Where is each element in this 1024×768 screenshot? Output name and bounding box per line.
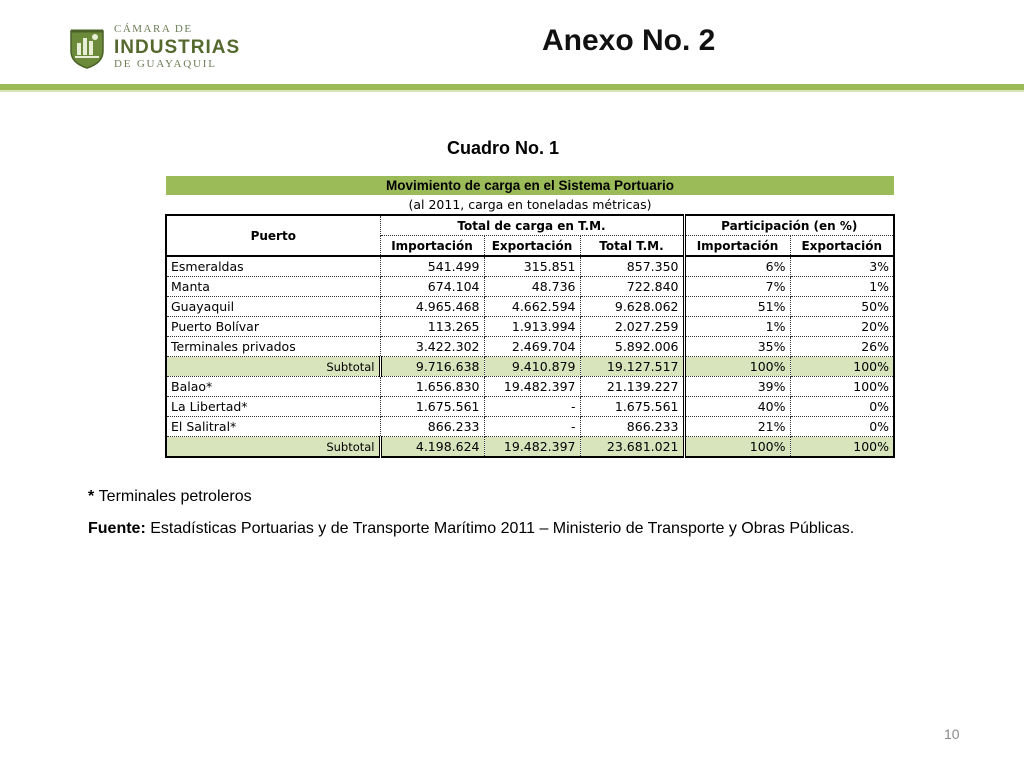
fuente-text: Estadísticas Portuarias y de Transporte Marítimo 2011 – Ministerio de Transporte y Obras Públicas. xyxy=(145,520,855,537)
cell-puerto: Manta xyxy=(166,277,380,297)
cell-p_exp: 0% xyxy=(790,417,894,437)
cell-total: 722.840 xyxy=(580,277,684,297)
cell-p_imp: 51% xyxy=(684,297,790,317)
cell-puerto: Subtotal xyxy=(166,437,380,458)
camara-logo xyxy=(68,22,240,72)
cell-total: 5.892.006 xyxy=(580,337,684,357)
cell-importacion: 3.422.302 xyxy=(380,337,484,357)
table-title: Movimiento de carga en el Sistema Portuario xyxy=(166,176,894,195)
cell-puerto: Esmeraldas xyxy=(166,256,380,277)
logo-line-3: DE GUAYAQUIL xyxy=(114,58,217,70)
cell-p_exp: 20% xyxy=(790,317,894,337)
table-row xyxy=(166,297,894,317)
cell-p_imp: 7% xyxy=(684,277,790,297)
subtotal-row xyxy=(166,437,894,458)
cell-p_exp: 50% xyxy=(790,297,894,317)
cell-p_exp: 1% xyxy=(790,277,894,297)
cell-puerto: Puerto Bolívar xyxy=(166,317,380,337)
logo-line-2: INDUSTRIAS xyxy=(114,37,241,58)
cell-p_exp: 0% xyxy=(790,397,894,417)
logo-line-1: CÁMARA DE xyxy=(114,23,193,35)
cell-puerto: Terminales privados xyxy=(166,337,380,357)
cell-exportacion: 4.662.594 xyxy=(484,297,580,317)
cell-exportacion: 315.851 xyxy=(484,256,580,277)
cell-p_imp: 100% xyxy=(684,357,790,377)
cell-p_exp: 100% xyxy=(790,377,894,397)
cell-total: 23.681.021 xyxy=(580,437,684,458)
cell-importacion: 113.265 xyxy=(380,317,484,337)
cell-p_exp: 26% xyxy=(790,337,894,357)
cell-total: 9.628.062 xyxy=(580,297,684,317)
cell-puerto: La Libertad* xyxy=(166,397,380,417)
cell-p_exp: 100% xyxy=(790,357,894,377)
header-exportacion: Exportación xyxy=(484,236,580,257)
cell-exportacion: - xyxy=(484,397,580,417)
cell-p_exp: 100% xyxy=(790,437,894,458)
cell-importacion: 1.675.561 xyxy=(380,397,484,417)
fuente-label: Fuente: xyxy=(88,520,146,537)
cell-p_imp: 39% xyxy=(684,377,790,397)
cell-importacion: 4.198.624 xyxy=(380,437,484,458)
cell-total: 19.127.517 xyxy=(580,357,684,377)
cell-p_imp: 100% xyxy=(684,437,790,458)
cell-importacion: 674.104 xyxy=(380,277,484,297)
cell-p_imp: 1% xyxy=(684,317,790,337)
header-total-tm: Total T.M. xyxy=(580,236,684,257)
cargo-table xyxy=(165,176,895,458)
table-row xyxy=(166,277,894,297)
cell-puerto: El Salitral* xyxy=(166,417,380,437)
slide-title: Anexo No. 2 xyxy=(542,24,716,57)
footnote-fuente xyxy=(88,520,854,538)
header-puerto: Puerto xyxy=(166,215,380,256)
cell-importacion: 4.965.468 xyxy=(380,297,484,317)
cell-exportacion: 9.410.879 xyxy=(484,357,580,377)
cell-exportacion: 19.482.397 xyxy=(484,437,580,458)
cell-total: 866.233 xyxy=(580,417,684,437)
cell-importacion: 9.716.638 xyxy=(380,357,484,377)
footnote-terminales-text: Terminales petroleros xyxy=(98,488,252,505)
cell-p_exp: 3% xyxy=(790,256,894,277)
cell-p_imp: 21% xyxy=(684,417,790,437)
cell-total: 2.027.259 xyxy=(580,317,684,337)
header-importacion: Importación xyxy=(380,236,484,257)
cell-puerto: Balao* xyxy=(166,377,380,397)
table-row xyxy=(166,317,894,337)
cell-importacion: 541.499 xyxy=(380,256,484,277)
table-row xyxy=(166,397,894,417)
cell-importacion: 1.656.830 xyxy=(380,377,484,397)
footnote-terminales xyxy=(88,488,252,506)
slide-header xyxy=(0,0,1024,90)
page-number: 10 xyxy=(944,726,960,742)
table-row xyxy=(166,256,894,277)
cell-p_imp: 6% xyxy=(684,256,790,277)
cell-total: 21.139.227 xyxy=(580,377,684,397)
table-row xyxy=(166,377,894,397)
cell-exportacion: 1.913.994 xyxy=(484,317,580,337)
header-divider-shadow xyxy=(0,90,1024,92)
cell-exportacion: - xyxy=(484,417,580,437)
footnote-marker: * xyxy=(88,488,99,505)
cell-puerto: Subtotal xyxy=(166,357,380,377)
cell-exportacion: 2.469.704 xyxy=(484,337,580,357)
cell-p_imp: 35% xyxy=(684,337,790,357)
cell-puerto: Guayaquil xyxy=(166,297,380,317)
cell-exportacion: 19.482.397 xyxy=(484,377,580,397)
camara-crest-icon xyxy=(68,25,106,69)
header-part-importacion: Importación xyxy=(684,236,790,257)
header-participacion-group: Participación (en %) xyxy=(684,215,894,236)
cell-importacion: 866.233 xyxy=(380,417,484,437)
table-subtitle: (al 2011, carga en toneladas métricas) xyxy=(408,197,652,212)
table-row xyxy=(166,337,894,357)
table-caption: Cuadro No. 1 xyxy=(447,138,560,158)
header-total-group: Total de carga en T.M. xyxy=(380,215,684,236)
subtotal-row xyxy=(166,357,894,377)
table-row xyxy=(166,417,894,437)
cell-p_imp: 40% xyxy=(684,397,790,417)
cell-total: 1.675.561 xyxy=(580,397,684,417)
cell-exportacion: 48.736 xyxy=(484,277,580,297)
cell-total: 857.350 xyxy=(580,256,684,277)
header-part-exportacion: Exportación xyxy=(790,236,894,257)
